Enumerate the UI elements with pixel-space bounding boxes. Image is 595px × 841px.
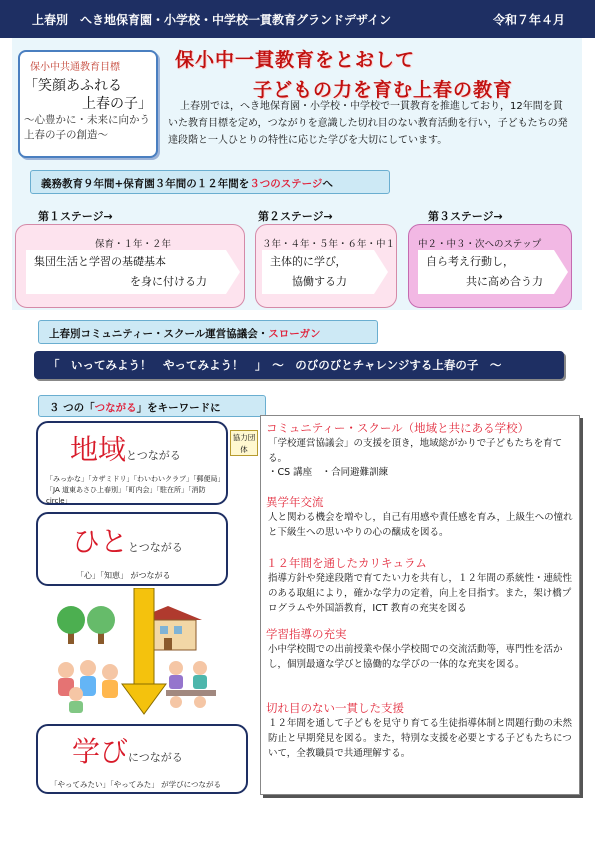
header-date: 令和７年４月 bbox=[492, 12, 565, 27]
cs-banner-highlight: スローガン bbox=[268, 328, 321, 340]
stage3-label: 第３ステージ→ bbox=[428, 210, 503, 223]
stage2-label: 第２ステージ→ bbox=[258, 210, 333, 223]
instruction-heading: 学習指導の充実 bbox=[266, 627, 347, 641]
stage1-line1: 集団生活と学習の基礎基本 bbox=[34, 255, 166, 268]
cs-banner-text: 上春別コミュニティー・スクール運営協議会・ bbox=[49, 328, 269, 340]
stages-banner bbox=[30, 170, 390, 194]
stage1-grades: 保育・１年・２年 bbox=[95, 239, 172, 250]
keyword-pre: ３ つの「 bbox=[49, 402, 95, 414]
title-line2: 子どもの力を育む上春の教育 bbox=[253, 79, 514, 101]
main-title bbox=[175, 45, 513, 105]
slogan-bar: 「 いってみよう！ やってみよう！ 」 ～ のびのびとチャレンジする上春の子 ～ bbox=[34, 351, 564, 379]
cs-banner bbox=[38, 320, 378, 344]
people-big: ひと bbox=[72, 525, 129, 558]
community-small: とつながる bbox=[126, 449, 181, 462]
community-big: 地域 bbox=[70, 433, 127, 466]
exchange-heading: 異学年交流 bbox=[266, 495, 324, 509]
learning-heading bbox=[72, 730, 183, 770]
goal-line1: 「笑顔あふれる bbox=[24, 78, 122, 94]
curriculum-heading: １２年間を通したカリキュラム bbox=[266, 556, 427, 570]
cs-body: 「学校運営協議会」の支援を頂き，地域総がかりで子どもたちを育てる。 bbox=[268, 438, 563, 464]
exchange-body: 人と関わる機会を増やし，自己有用感や責任感を育み，上級生への憧れと下級生への思いやりの心の醸成を図る。 bbox=[268, 512, 573, 538]
partner-tag: 協力団体 bbox=[230, 430, 258, 456]
stage1-content bbox=[26, 250, 226, 294]
goal-line3: ～心豊かに・未来に向かう上春の子の創造～ bbox=[24, 114, 150, 141]
people-small: とつながる bbox=[128, 541, 183, 554]
stages-banner-text: 義務教育９年間+保育園３年間の１２年間を bbox=[41, 178, 250, 190]
keyword-banner bbox=[38, 395, 266, 417]
people-icon bbox=[58, 660, 118, 713]
learning-text: 「やってみたい」「やってみた」 が学びにつながる bbox=[50, 780, 221, 789]
title-line1: 保小中一貫教育をとおして bbox=[175, 49, 416, 71]
intro-text: 上春別では，へき地保育園・小学校・中学校で一貫教育を推進しており，12年間を貫いた教育目標を定め，つながりを意識した切れ目のない教育活動を行い，子どもたちの発達段階と一人ひとりの特性に応じた学びを大切にしています。 bbox=[168, 101, 568, 146]
stage3-line2: 共に高め合う力 bbox=[466, 275, 543, 288]
stage2-content bbox=[262, 250, 374, 294]
stages-banner-suffix: へ bbox=[322, 178, 333, 190]
down-arrow-icon bbox=[120, 588, 168, 716]
learning-small: につながる bbox=[128, 751, 183, 764]
stage2-line2: 協働する力 bbox=[292, 275, 347, 288]
people-heading bbox=[72, 520, 183, 560]
learning-big: 学び bbox=[72, 735, 129, 768]
students-icon bbox=[166, 661, 216, 708]
stages-banner-highlight: ３つのステージ bbox=[249, 178, 323, 190]
goal-line2: 上春の子」 bbox=[82, 96, 152, 112]
support-body: １２年間を通して子どもを見守り育てる生徒指導体制と問題行動の未然防止と早期発見を図る。また，特別な支援を必要とする子どもたちについて，全教職員で共通理解する。 bbox=[268, 718, 573, 759]
people-text: 「心」「知恵」 がつながる bbox=[76, 571, 171, 580]
stage1-label: 第１ステージ→ bbox=[38, 210, 113, 223]
curriculum-body: 指導方針や発達段階で育てたい力を共有し，１２年間の系統性・連続性のある取組により，確かな学力の定着，向上を目指す。また，架け橋プログラムや外国語教育，ICT 教育の充実を図る bbox=[268, 573, 573, 614]
cs-heading: コミュニティー・スクール（地域と共にある学校） bbox=[266, 421, 530, 435]
keyword-post: 」をキーワードに bbox=[136, 402, 221, 414]
stage3-content bbox=[418, 250, 554, 294]
support-heading: 切れ目のない一貫した支援 bbox=[266, 701, 404, 715]
stage3-grades: 中２・中３・次へのステップ bbox=[418, 239, 542, 250]
stage2-line1: 主体的に学び， bbox=[270, 255, 347, 268]
community-heading bbox=[70, 428, 181, 468]
tree-icon bbox=[57, 606, 115, 644]
instruction-body: 小中学校間での出前授業や保小学校間での交流活動等，専門性を活かし，個別最適な学びと協働的な学びの一体的な充実を図る。 bbox=[268, 644, 563, 670]
community-partners: 「みっかな」「カザミドリ」「わいわいクラブ」「郵便局」「JA 道東あさひ上春別」「町内会」「駐在所」「消防 circle」 bbox=[46, 475, 221, 505]
stage2-grades: ３年・４年・５年・６年・中１ bbox=[262, 239, 396, 250]
header-title: 上春別 へき地保育園・小学校・中学校一貫教育グランドデザイン bbox=[32, 12, 392, 27]
header-bar bbox=[0, 0, 595, 38]
stage1-line2: を身に付ける力 bbox=[130, 275, 207, 288]
cs-items: ・CS 講座 ・合同避難訓練 bbox=[268, 467, 389, 478]
keyword-highlight: つながる bbox=[94, 402, 137, 414]
stage3-line1: 自ら考え行動し， bbox=[426, 255, 514, 268]
goal-heading: 保小中共通教育目標 bbox=[30, 62, 120, 73]
